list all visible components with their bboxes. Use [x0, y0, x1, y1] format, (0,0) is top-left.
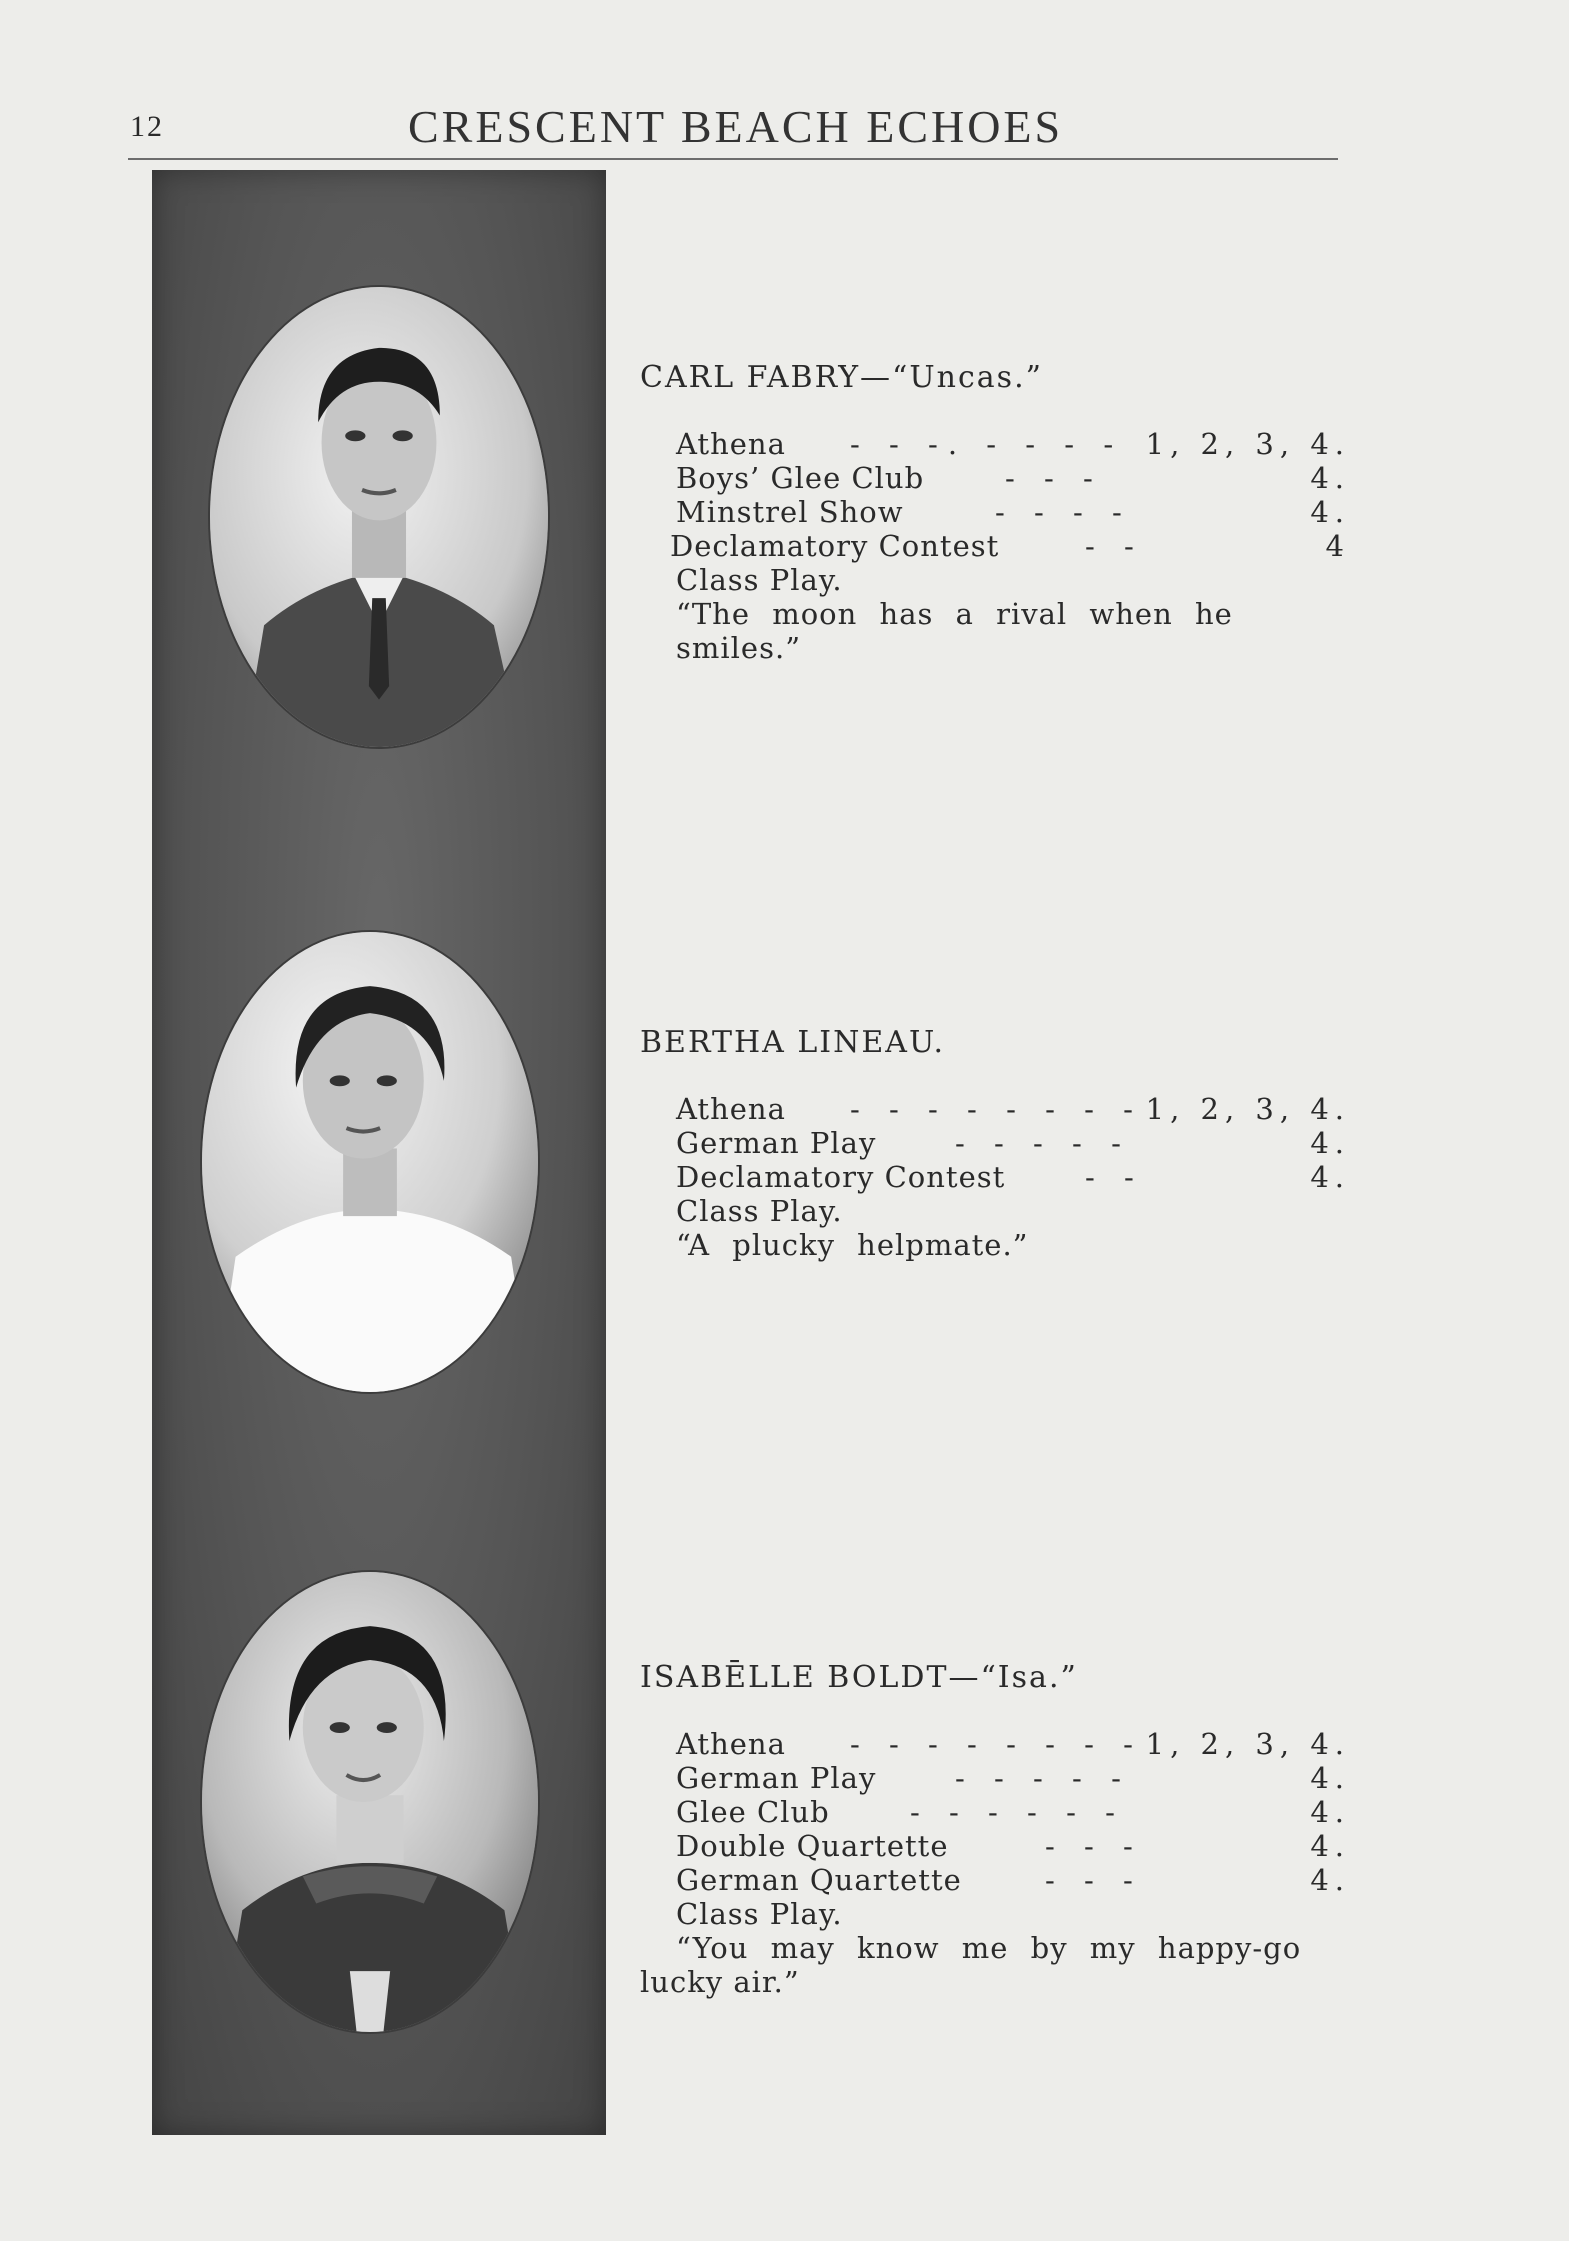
portrait-carl-fabry — [208, 285, 550, 749]
leader-dots: - - — [1085, 529, 1144, 563]
page-header — [128, 98, 1338, 158]
quote — [640, 1228, 1350, 1262]
activity-years: 4 — [1325, 529, 1350, 563]
photo-strip — [152, 170, 606, 2135]
entry-name: ISABĒLLE BOLDT—“Isa.” — [640, 1660, 1078, 1695]
class-play-line: Class Play. — [676, 563, 843, 597]
activity-label: Minstrel Show — [676, 495, 904, 529]
activity-row — [640, 1761, 1350, 1795]
activity-row — [640, 1092, 1350, 1126]
leader-dots: - - - - - - - - — [850, 1727, 1143, 1761]
activity-label: German Play — [676, 1761, 877, 1795]
leader-dots: - - - - - - - - — [850, 1092, 1143, 1126]
portrait-isabelle-boldt — [200, 1570, 540, 2034]
class-play-line: Class Play. — [676, 1194, 843, 1228]
quote-line-1: “The moon has a rival when he smiles.” — [676, 597, 1233, 665]
leader-dots: - - - - — [995, 495, 1132, 529]
leader-dots: - - — [1085, 1160, 1144, 1194]
activity-row — [640, 1126, 1350, 1160]
activity-years: 1, 2, 3, 4. — [1145, 1092, 1350, 1126]
activity-row — [640, 529, 1350, 563]
activity-row — [640, 1863, 1350, 1897]
activity-years: 1, 2, 3, 4. — [1145, 1727, 1350, 1761]
leader-dots: - - - — [1045, 1863, 1143, 1897]
activity-row — [640, 427, 1350, 461]
activity-row — [640, 461, 1350, 495]
leader-dots: - - - — [1005, 461, 1103, 495]
leader-dots: - - -. - - - - — [850, 427, 1124, 461]
entry-name: CARL FABRY—“Uncas.” — [640, 360, 1043, 395]
activity-label: Declamatory Contest — [670, 529, 1000, 563]
entry-bertha-lineau — [640, 1025, 1350, 1262]
leader-dots: - - - - - — [955, 1761, 1131, 1795]
portrait-bertha-lineau — [200, 930, 540, 1394]
leader-dots: - - - - - — [955, 1126, 1131, 1160]
leader-dots: - - - — [1045, 1829, 1143, 1863]
activity-label: Glee Club — [676, 1795, 830, 1829]
activity-label: Athena — [676, 1092, 786, 1126]
header-rule — [128, 158, 1338, 160]
entry-carl-fabry — [640, 360, 1350, 665]
activity-years: 4. — [1310, 495, 1350, 529]
page-number: 12 — [130, 110, 164, 143]
entry-isabelle-boldt — [640, 1660, 1350, 1999]
entry-name: BERTHA LINEAU. — [640, 1025, 946, 1060]
class-play-line: Class Play. — [676, 1897, 843, 1931]
activity-row — [640, 1795, 1350, 1829]
activity-label: Declamatory Contest — [676, 1160, 1006, 1194]
quote-line-1: “You may know me by my happy-go — [676, 1931, 1302, 1965]
activity-label: Athena — [676, 1727, 786, 1761]
activity-years: 4. — [1310, 1160, 1350, 1194]
activity-years: 1, 2, 3, 4. — [1145, 427, 1350, 461]
quote — [640, 597, 1350, 665]
activity-row — [640, 1160, 1350, 1194]
activity-years: 4. — [1310, 1761, 1350, 1795]
activity-years: 4. — [1310, 1795, 1350, 1829]
activity-label: German Quartette — [676, 1863, 962, 1897]
quote — [640, 1931, 1350, 1999]
activity-label: Boys’ Glee Club — [676, 461, 925, 495]
activity-years: 4. — [1310, 1126, 1350, 1160]
quote-line-2: lucky air.” — [640, 1965, 800, 1999]
quote-line-1: “A plucky helpmate.” — [676, 1228, 1029, 1262]
running-head-title: CRESCENT BEACH ECHOES — [408, 101, 1064, 152]
activity-row — [640, 495, 1350, 529]
activity-years: 4. — [1310, 461, 1350, 495]
leader-dots: - - - - - - — [910, 1795, 1125, 1829]
activity-label: Athena — [676, 427, 786, 461]
activity-row — [640, 1727, 1350, 1761]
activity-row — [640, 1829, 1350, 1863]
activity-label: Double Quartette — [676, 1829, 949, 1863]
activity-label: German Play — [676, 1126, 877, 1160]
activity-years: 4. — [1310, 1829, 1350, 1863]
activity-years: 4. — [1310, 1863, 1350, 1897]
